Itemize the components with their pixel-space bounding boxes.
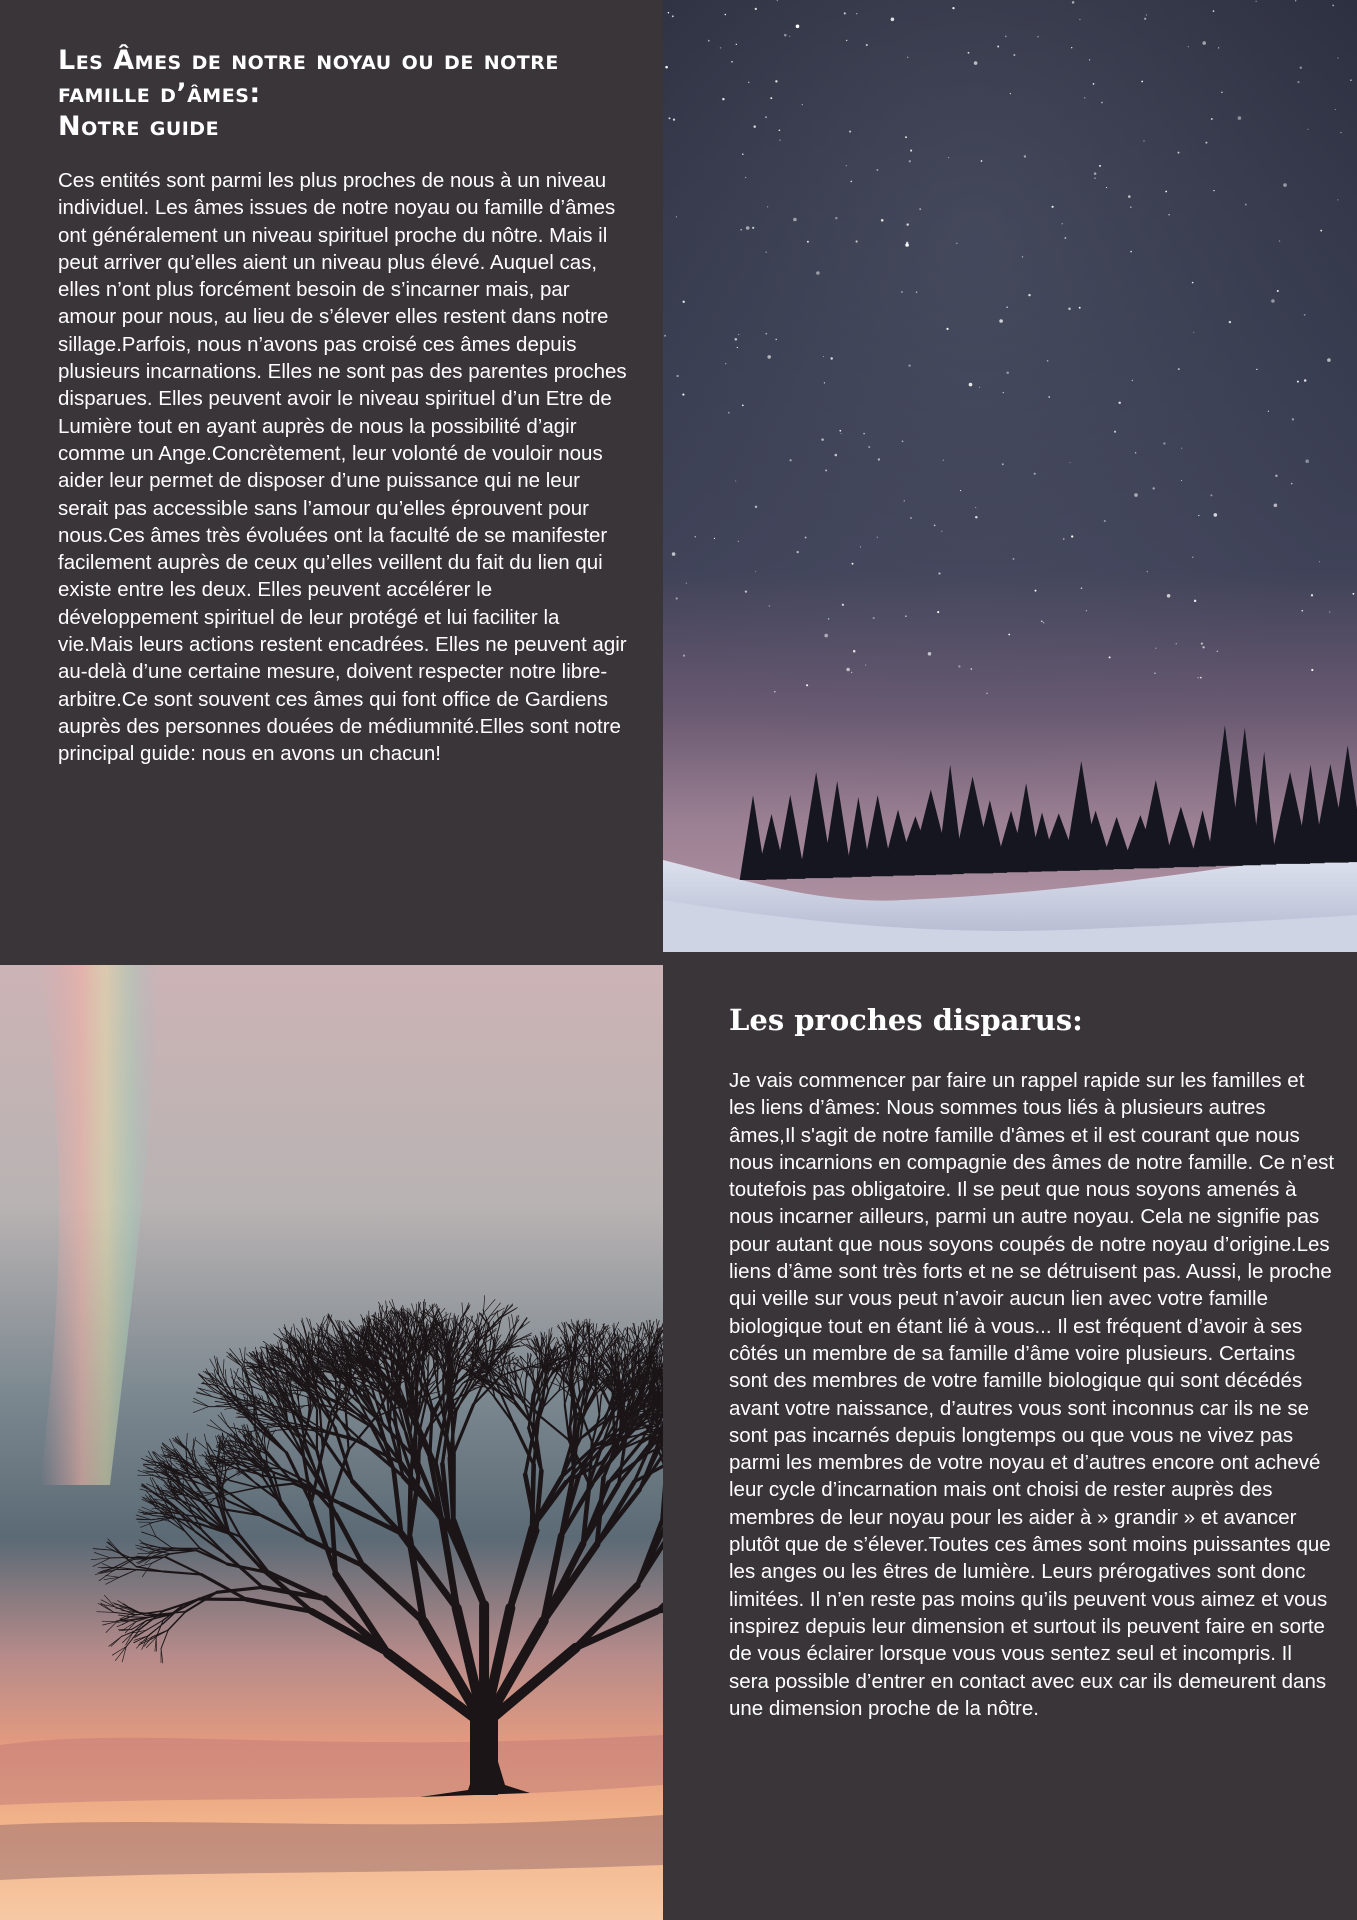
section-departed-relatives xyxy=(663,965,1357,1920)
tree-image xyxy=(0,965,663,1920)
section-title-departed-relatives: Les proches disparus: xyxy=(729,1003,1083,1037)
section-souls-core xyxy=(0,0,663,965)
section-title-souls-core xyxy=(58,44,633,143)
night-sky-photo xyxy=(663,0,1357,952)
title-line-3: Notre guide xyxy=(58,111,220,142)
title-line-1: Les Âmes de notre noyau ou de notre xyxy=(58,45,559,76)
section-body-souls-core: Ces entités sont parmi les plus proches de nous à un niveau individuel. Les âmes issues de notre noyau ou famille d’âmes ont généralement un niveau spirituel proche du nôtre. Mais il peut arriver qu’elles aient un niveau plus élevé. Auquel cas, elles n’ont plus forcément besoin de s’incarner mais, par amour pour nous, au lieu de s’élever elles restent dans notre sillage.Parfois, nous n’avons pas croisé ces âmes depuis plusieurs incarnations. Elles ne sont pas des parentes proches disparues. Elles peuvent avoir le niveau spirituel d’un Etre de Lumière tout en ayant auprès de nous la possibilité d’agir comme un Ange.Concrètement, leur volonté de vouloir nous aider leur permet de disposer d’une puissance qui ne leur serait pas accessible sans l’amour qu’elles éprouvent pour nous.Ces âmes très évoluées ont la faculté de se manifester facilement auprès de ceux qu’elles veillent du fait du lien qui existe entre les deux. Elles peuvent accélérer le développement spirituel de leur protégé et lui faciliter la vie.Mais leurs actions restent encadrées. Elles ne peuvent agir au-delà d’une certaine mesure, doivent respecter notre libre-arbitre.Ce sont souvent ces âmes qui font office de Gardiens auprès des personnes douées de médiumnité.Elles sont notre principal guide: nous en avons un chacun! xyxy=(58,169,627,766)
tree-sunset-photo xyxy=(0,965,663,1920)
night-sky-image xyxy=(663,0,1357,952)
title-line-2: famille d’âmes: xyxy=(58,78,261,109)
section-body-departed-relatives: Je vais commencer par faire un rappel rapide sur les familles et les liens d’âmes: Nous sommes tous liés à plusieurs autres âmes,Il s'agit de notre famille d'âmes et il est courant que nous nous incarnions en compagnie des âmes de notre famille. Ce n’est toutefois pas obligatoire. Il se peut que nous soyons amenés à nous incarner ailleurs, parmi un autre noyau. Cela ne signifie pas pour autant que nous soyons coupés de notre noyau d’origine.Les liens d’âme sont très forts et ne se détruisent pas. Aussi, le proche qui veille sur vous peut n’avoir aucun lien avec votre famille biologique tout en étant lié à vous... Il est fréquent d’avoir à ses côtés un membre de sa famille d’âme voire plusieurs. Certains sont des membres de votre famille biologique qui sont décédés avant votre naissance, d’autres vous sont inconnus car ils ne se sont pas incarnés depuis longtemps ou que vous ne vivez pas parmi les membres de votre noyau et d’autres encore ont achevé leur cycle d’incarnation mais ont choisi de rester auprès des membres de leur noyau pour les aider à » grandir » et avancer plutôt que de s’élever.Toutes ces âmes sont moins puissantes que les anges ou les êtres de lumière. Leurs prérogatives sont donc limitées. Il n’en reste pas moins qu’ils peuvent vous aimez et vous inspirez depuis leur dimension et surtout ils peuvent faire en sorte de vous éclairer lorsque vous vous sentez seul et incompris. Il sera possible d’entrer en contact avec eux car ils demeurent dans une dimension proche de la nôtre. xyxy=(729,1069,1335,1720)
